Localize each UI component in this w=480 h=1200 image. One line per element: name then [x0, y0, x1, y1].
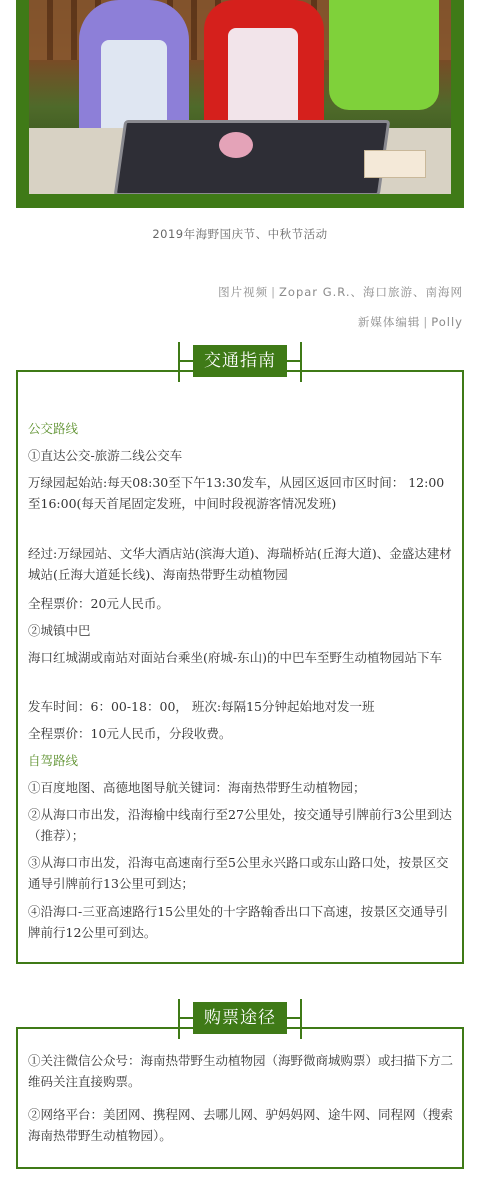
- subheading-bus: 公交路线: [28, 421, 79, 436]
- credit-value: Polly: [431, 315, 463, 329]
- text-line: ④沿海口-三亚高速路行15公里处的十字路翰香出口下高速，按景区交通导引牌前行12公里可到达。: [28, 904, 449, 940]
- credit-photo: 图片视频 | Zopar G.R.、海口旅游、南海网: [218, 285, 463, 299]
- text-line: 经过:万绿园站、文华大酒店站(滨海大道)、海瑞桥站(丘海大道)、金盛达建材城站(丘海大道延长线)、海南热带野生动植物园: [28, 546, 452, 582]
- photo-frame: [16, 0, 464, 208]
- photo-caption: 2019年海野国庆节、中秋节活动: [152, 227, 328, 241]
- transport-header: [0, 342, 480, 382]
- text-line: ②从海口市出发，沿海榆中线南行至27公里处，按交通导引牌前行3公里到达（推荐）；: [28, 807, 452, 843]
- text-line: ①百度地图、高德地图导航关键词：海南热带野生动植物园；: [28, 780, 366, 795]
- credit-label: 新媒体编辑: [357, 315, 421, 329]
- mooncake-tray: [114, 120, 391, 194]
- credit-editor: 新媒体编辑 | Polly: [357, 315, 463, 329]
- text-line: ③从海口市出发，沿海屯高速南行至5公里永兴路口或东山路口处，按景区交通导引牌前行13公里可到达；: [28, 855, 449, 891]
- text-line: ①直达公交-旅游二线公交车: [28, 448, 183, 463]
- text-line: ①关注微信公众号：海南热带野生动植物园（海野微商城购票）或扫描下方二维码关注直接购票。: [28, 1053, 454, 1089]
- child-figure: [204, 0, 324, 130]
- text-line: ②城镇中巴: [28, 623, 91, 638]
- text-line: 海口红城湖或南站对面站台乘坐(府城-东山)的中巴车至野生动植物园站下车: [28, 650, 442, 665]
- text-line: ②网络平台：美团网、携程网、去哪儿网、驴妈妈网、途牛网、同程网（搜索海南热带野生动植物园）。: [28, 1107, 454, 1143]
- text-line: 万绿园起始站:每天08:30至下午13:30发车，从园区返回市区时间： 12:00至16:00(每天首尾固定发班，中间时段视游客情况发班): [28, 475, 445, 511]
- text-line: 全程票价：10元人民币，分段收费。: [28, 726, 232, 741]
- adult-figure: [329, 0, 439, 110]
- subheading-drive: 自驾路线: [28, 753, 79, 768]
- credit-value: Zopar G.R.、海口旅游、南海网: [279, 285, 463, 299]
- credit-label: 图片视频: [218, 285, 269, 299]
- section-title: 购票途径: [193, 1002, 287, 1034]
- ticket-box: [16, 1027, 464, 1169]
- event-photo: [29, 0, 451, 194]
- text-line: 发车时间：6：00-18：00， 班次:每隔15分钟起始地对发一班: [28, 699, 375, 714]
- ticket-header: [0, 999, 480, 1039]
- section-title: 交通指南: [193, 345, 287, 377]
- text-line: 全程票价：20元人民币。: [28, 596, 169, 611]
